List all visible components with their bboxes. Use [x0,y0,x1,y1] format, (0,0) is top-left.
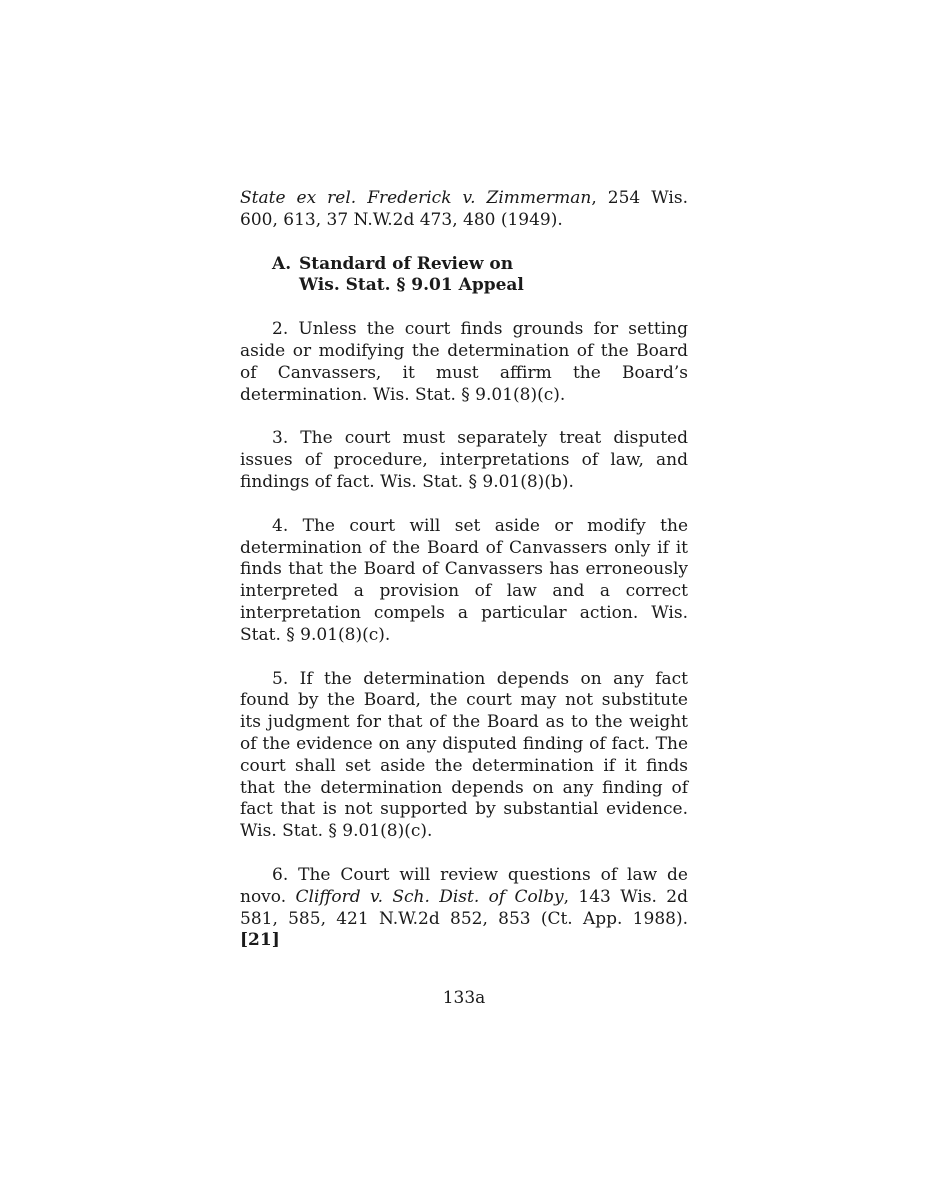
section-heading-line2: Wis. Stat. § 9.01 Appeal [299,275,524,296]
case-name-zimmerman: State ex rel. Frederick v. Zimmerman [240,188,592,208]
paragraph-6 [240,865,688,952]
section-heading [272,254,688,298]
paragraph-3: 3. The court must separately treat disputed issues of procedure, interpretations of law, and findings of fact. Wis. Stat. § 9.01(8)(b). [240,428,688,492]
citation-text: , 254 Wis. 600, 613, 37 N.W.2d 473, 480 (1949). [240,188,688,230]
paragraph-6-citation: , 143 Wis. 2d 581, 585, 421 N.W.2d 852, 853 (Ct. App. 1988). [240,886,688,929]
paragraph-2: 2. Unless the court finds grounds for setting aside or modifying the determination of the Board of Canvassers, it must affirm the Board’s determination. Wis. Stat. § 9.01(8)(c). [240,319,688,405]
paragraph-4: 4. The court will set aside or modify the determination of the Board of Canvassers only if it finds that the Board of Canvassers has erroneously interpreted a provision of law and a correct interpretation compels a particular action. Wis. Stat. § 9.01(8)(c). [240,515,688,645]
page-number: 133a [442,988,486,1008]
page-marker: [21] [240,930,280,951]
case-name-clifford: Clifford v. Sch. Dist. of Colby [295,886,564,907]
paragraph-5: 5. If the determination depends on any fact found by the Board, the court may not substitute its judgment for that of the Board as to the weight of the evidence on any disputed finding of fact. The court shall set aside the determination if it finds that the determination depends on any finding of fact that is not supported by substantial evidence. Wis. Stat. § 9.01(8)(c). [240,668,688,842]
citation-paragraph [240,188,688,232]
document-page [240,188,688,952]
section-letter: A. [272,253,292,274]
paragraph-6-lead: 6. The Court will review questions of law de novo. [240,864,688,907]
section-heading-line1: Standard of Review on [299,253,514,274]
